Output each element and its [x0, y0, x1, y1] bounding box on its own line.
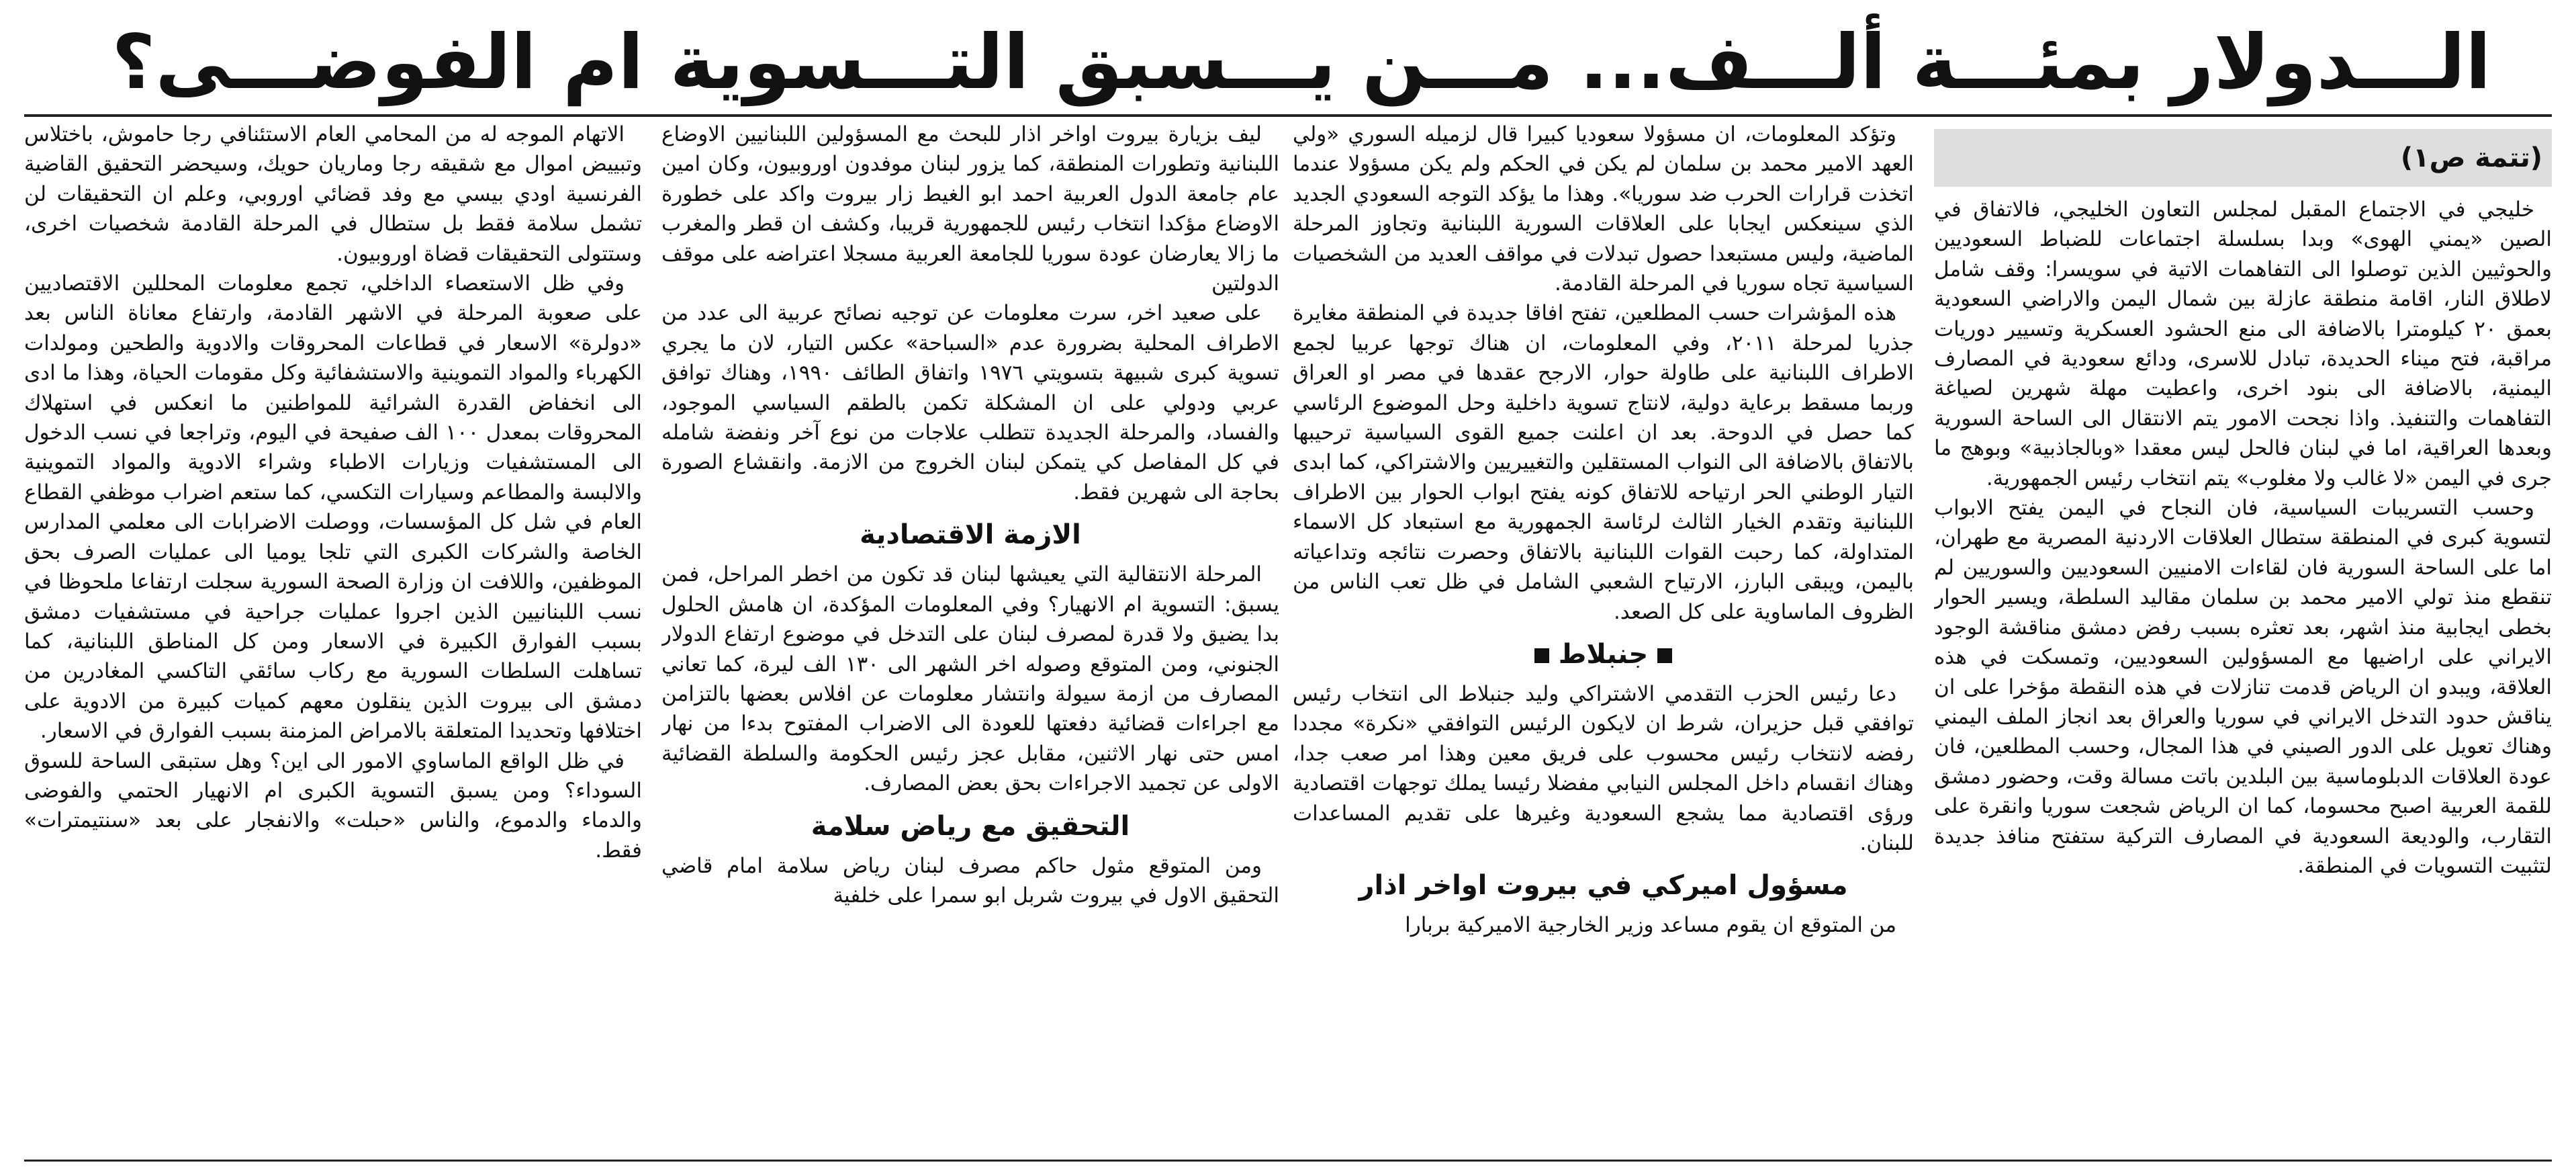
article-paragraph: المرحلة الانتقالية التي يعيشها لبنان قد تكون من اخطر المراحل، فمن يسبق: التسوية ام الانهيار؟ وفي المعلومات المؤكدة، ان هامش الحلول بدا يضيق ولا قدرة لمصرف لبنان على التدخل في موضوع ارتفاع الدولار الجنوني، ومن المتوقع وصوله اخر الشهر الى ١٣٠ الف ليرة، كما تعاني المصارف من ازمة سيولة وانتشار معلومات عن افلاس بعضها بالتزامن مع اجراءات قضائية دفعتها للعودة الى الاضراب المفتوح بدءا من نهار امس حتى نهار الاثنين، مقابل عجز رئيس الحكومة والسلطة القضائية الاولى عن تجميد الاجراءات بحق بعض المصارف. — [661, 562, 1279, 796]
headline-divider — [24, 114, 2552, 117]
article-paragraph: هذه المؤشرات حسب المطلعين، تفتح افاقا جديدة في المنطقة مغايرة جذريا لمرحلة ٢٠١١، وفي المعلومات، ان هناك توجها عربيا لجمع الاطراف اللبنانية على طاولة حوار، الارجح عقدها في مصر او العراق وربما مسقط برعاية دولية، لانتاج تسوية داخلية وحل الموضوع الرئاسي كما حصل في الدوحة. بعد ان اعلنت جميع القوى السياسية ترحيبها بالاتفاق بالاضافة الى النواب المستقلين والتغييريين والاشتراكي، كما ابدى التيار الوطني الحر ارتياحه للاتفاق كونه يفتح ابواب الحوار بين الاطراف اللبنانية وتقدم الخيار الثالث لرئاسة الجمهورية مع استبعاد كل الاسماء المتداولة، كما رحبت القوات اللبنانية بالاتفاق وحصرت نتائجه وتداعياته باليمن، ويبقى البارز، الارتياح الشعبي الشامل في ظل تعب الناس من الظروف الماساوية على كل الصعد. — [1293, 301, 1914, 624]
article-paragraph: الاتهام الموجه له من المحامي العام الاستئنافي رجا حاموش، باختلاس وتبييض اموال مع شقيقه رجا وماريان حويك، وسيحضر التحقيق القاضية الفرنسية اودي بيسي مع وفد قضائي اوروبي، وعلم ان التحقيقات لن تشمل سلامة فقط بل ستطال في المرحلة القادمة شخصيات اخرى، وستتولى التحقيقات قضاة اوروبيون. — [24, 122, 642, 266]
article-paragraph: من المتوقع ان يقوم مساعد وزير الخارجية الاميركية بربارا — [1405, 913, 1896, 938]
subheading-us-official: مسؤول اميركي في بيروت اواخر اذار — [1359, 870, 1848, 902]
subheading-text: جنبلاط — [1558, 638, 1649, 670]
article-column-4 — [24, 120, 642, 1154]
article-paragraph: ومن المتوقع مثول حاكم مصرف لبنان رياض سلامة امام قاضي التحقيق الاول في بيروت شربل ابو سمرا على خلفية — [661, 853, 1279, 908]
subheading-economic-crisis: الازمة الاقتصادية — [860, 519, 1081, 551]
article-paragraph: دعا رئيس الحزب التقدمي الاشتراكي وليد جنبلاط الى انتخاب رئيس توافقي قبل حزيران، شرط ان لايكون الرئيس التوافقي «نكرة» مجددا رفضه لانتخاب رئيس محسوب على فريق معين وهذا امر صعب جدا، وهناك انقسام داخل المجلس النيابي مفضلا رئيسا يملك توجهات اقتصادية ورؤى اقتصادية مما يشجع السعودية وغيرها على تقديم المساعدات للبنان. — [1293, 681, 1914, 855]
subheading-jumblatt — [1293, 636, 1914, 672]
continuation-label: (تتمة ص١) — [1934, 129, 2552, 187]
subheading-salameh-investigation: التحقيق مع رياض سلامة — [811, 810, 1130, 842]
article-paragraph: ليف بزيارة بيروت اواخر اذار للبحث مع المسؤولين اللبنانيين الاوضاع اللبنانية وتطورات المنطقة، كما يزور لبنان موفدون اوروبيون، وكان امين عام جامعة الدول العربية احمد ابو الغيط زار بيروت واكد على خطورة الاوضاع مؤكدا انتخاب رئيس للجمهورية قريبا، وكشف ان قطر والمغرب ما زالا يعارضان عودة سوريا للجامعة العربية مسجلا اعتراضه على موقف الدولتين — [661, 122, 1279, 296]
article-paragraph: وتؤكد المعلومات، ان مسؤولا سعوديا كبيرا قال لزميله السوري «ولي العهد الامير محمد بن سلمان لم يكن في الحكم ولم يكن مسؤولا عندما اتخذت قرارات الحرب ضد سوريا». وهذا ما يؤكد التوجه السعودي الجديد الذي سينعكس ايجابا على العلاقات السورية اللبنانية وتجاوز المرحلة الماضية، وليس مستبعدا حصول تبدلات في مواقف العديد من الشخصيات السياسية تجاه سوريا في المرحلة القادمة. — [1293, 122, 1914, 296]
article-paragraph: على صعيد اخر، سرت معلومات عن توجيه نصائح عربية الى عدد من الاطراف المحلية بضرورة عدم «السباحة» عكس التيار، لان ما يجري تسوية كبرى شبيهة بتسويتي ١٩٧٦ واتفاق الطائف ١٩٩٠، وهناك توافق عربي ودولي على ان المشكلة تكمن بالطقم السياسي الموجود، والفساد، والمرحلة الجديدة تتطلب علاجات من نوع آخر ونفضة شامله في كل المفاصل كي يتمكن لبنان الخروج من الازمة. وانقشاع الصورة بحاجة الى شهرين فقط. — [661, 301, 1279, 505]
article-paragraph: في ظل الواقع الماساوي الامور الى اين؟ وهل ستبقى الساحة للسوق السوداء؟ ومن يسبق التسوية الكبرى ام الانهيار الحتمي والفوضى والدماء والدموع، والناس «حبلت» والانفجار على بعد «سنتيمترات» فقط. — [24, 748, 642, 863]
article-paragraph: وحسب التسريبات السياسية، فان النجاح في اليمن يفتح الابواب لتسوية كبرى في المنطقة ستطال العلاقات الاردنية المصرية مع طهران، اما على الساحة السورية فان لقاءات الامنيين السعوديين والسوريين لم تنقطع منذ تولي الامير محمد بن سلمان مقاليد السلطة، ويسير الحوار بخطى ايجابية منذ اشهر، بعد تعثره بسبب رفض دمشق مناقشة الوجود الايراني على اراضيها مع المسؤولين السعوديين، وتمسكت في هذه العلاقة، ويبدو ان الرياض قدمت تنازلات في هذه النقطة مؤخرا على ان يناقش حدود التدخل الايراني في سوريا والعراق بعد انجاز الملف اليمني وهناك تعويل على الدور الصيني في هذا المجال، وحسب المطلعين، فان عودة العلاقات الدبلوماسية بين البلدين باتت مسالة وقت، وحضور دمشق للقمة العربية اصبح محسوما، كما ان الرياض شجعت سوريا وانقرة على التقارب، والوديعة السعودية في المصارف التركية ستفتح منافذ جديدة لتثبيت التسويات في المنطقة. — [1934, 496, 2552, 878]
bottom-divider — [24, 1160, 2552, 1162]
page-headline: الـــدولار بمئـــة ألـــف... مـــن يـــسبق التـــسوية ام الفوضـــى؟ — [111, 19, 2491, 106]
article-paragraph: خليجي في الاجتماع المقبل لمجلس التعاون الخليجي، فالاتفاق في الصين «يمني الهوى» وبدا بسلسلة اجتماعات للضباط السعوديين والحوثيين الذين توصلوا الى التفاهمات الاتية في سويسرا: وقف شامل لاطلاق النار، اقامة منطقة عازلة بين شمال اليمن والاراضي السعودية بعمق ٢٠ كيلومترا بالاضافة الى منع الحشود العسكرية وتسيير دوريات مراقبة، فتح ميناء الحديدة، تبادل للاسرى، ودائع سعودية في المصارف اليمنية، بالاضافة الى بنود اخرى، واعطيت مهلة شهرين لصياغة التفاهمات والتنفيذ. واذا نجحت الامور يتم الانتقال الى الساحة السورية وبعدها العراقية، اما في لبنان فالحل ليس معقدا «وبالجاذبية» وبوهج ما جرى في اليمن «لا غالب ولا مغلوب» يتم انتخاب رئيس الجمهورية. — [1934, 198, 2552, 490]
article-column-3 — [661, 120, 1279, 1154]
square-bullet-icon — [1657, 648, 1672, 663]
article-column-1 — [1934, 120, 2552, 1154]
article-column-2 — [1293, 120, 1914, 1154]
article-paragraph: وفي ظل الاستعصاء الداخلي، تجمع معلومات المحللين الاقتصاديين على صعوبة المرحلة في الاشهر القادمة، وارتفاع معاناة الناس بعد «دولرة» الاسعار في قطاعات المحروقات والادوية والطحين ومولدات الكهرباء والمواد التموينية والاستشفائية وكل مقومات الحياة، وهذا ما ادى الى انخفاض القدرة الشرائية للمواطنين ما انعكس في استهلاك المحروقات بمعدل ١٠٠ الف صفيحة في اليوم، وتراجعا في نسب الدخول الى المستشفيات وزيارات الاطباء وشراء الادوية والمواد التموينية والالبسة والمطاعم وسيارات التكسي، كما ستعم اضراب موظفي القطاع العام في شل كل المؤسسات، ووصلت الاضرابات الى معلمي المدارس الخاصة والشركات الكبرى التي تلجا يوميا الى عمليات الصرف بحق الموظفين، واللافت ان وزارة الصحة السورية سجلت ارتفاعا ملحوظا في نسب اللبنانيين الذين اجروا عمليات جراحية في مستشفيات دمشق بسبب الفوارق الكبيرة في الاسعار ومن كل المناطق اللبنانية، كما تساهلت السلطات السورية مع ركاب سائقي التاكسي المغادرين من دمشق الى بيروت الذين ينقلون معهم كميات كبيرة من الادوية على اختلافها وتحديدا المتعلقة بالامراض المزمنة بسبب الفوارق في الاسعار. — [24, 271, 642, 744]
square-bullet-icon — [1534, 648, 1549, 663]
